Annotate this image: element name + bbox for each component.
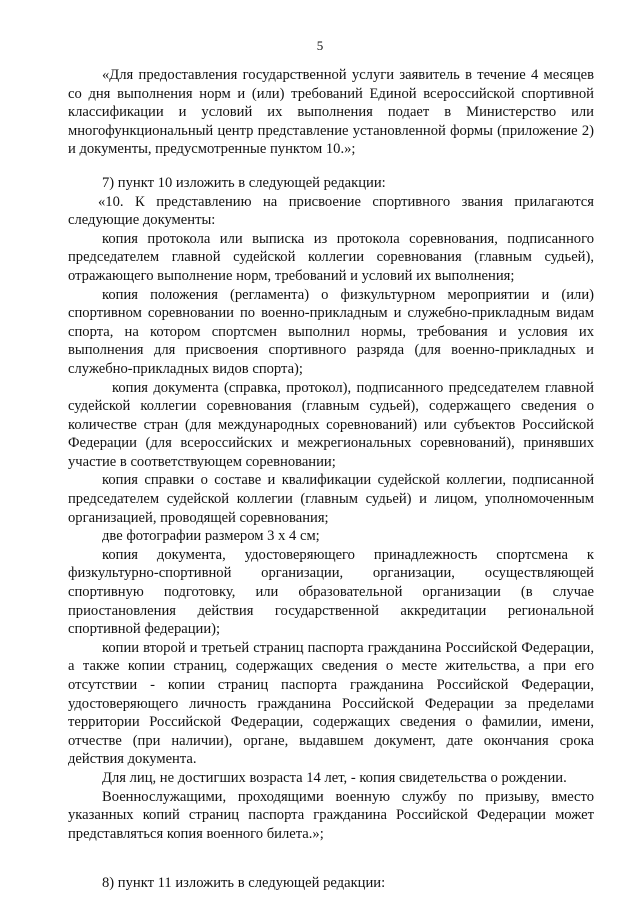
paragraph-regulation-copy: копия положения (регламента) о физкультурном мероприятии и (или) спортивном соревновании по военно-прикладным и служебно-прикладным видам спорта, на котором спортсмен выполнил нормы, требования и условия их выполнения для присвоения спортивного разряда (для военно-прикладных и служебно-прикладных видов спорта); [68, 286, 594, 377]
paragraph-passport-copies: копии второй и третьей страниц паспорта гражданина Российской Федерации, а также копии страниц, содержащих сведения о месте жительства, а при его отсутствии - копии страниц паспорта гражданина Российской Федерации, удостоверяющего личность гражданина Российской Федерации за пределами территории Российской Федерации, содержащих сведения о фамилии, имени, отчестве (при наличии), органе, выдавшем документ, дате окончания срока действия документа. [68, 639, 594, 768]
page-number: 5 [316, 38, 324, 53]
paragraph-birth-certificate: Для лиц, не достигших возраста 14 лет, - копия свидетельства о рождении. [102, 769, 567, 786]
paragraph-item-7-heading: 7) пункт 10 изложить в следующей редакции: [102, 174, 386, 191]
document-body [68, 66, 594, 893]
paragraph-item-10-intro: «10. К представлению на присвоение спортивного звания прилагаются следующие документы: [68, 193, 594, 229]
paragraph-photographs: две фотографии размером 3 х 4 см; [102, 528, 320, 545]
paragraph-military-id: Военнослужащими, проходящими военную службу по призыву, вместо указанных копий страниц паспорта гражданина Российской Федерации может представляться копия военного билета.»; [68, 788, 594, 842]
paragraph-membership-document: копия документа, удостоверяющего принадлежность спортсмена к физкультурно-спортивной организации, организации, осуществляющей спортивную подготовку, или образовательной организации (в случае приостановления действия государственной аккредитации региональной спортивной федерации); [68, 546, 594, 638]
paragraph-application-deadline: «Для предоставления государственной услуги заявитель в течение 4 месяцев со дня выполнения норм и (или) требований Единой всероссийской спортивной классификации и условий их выполнения подает в Министерство или многофункциональный центр представление установленной формы (приложение 2) и документы, предусмотренные пунктом 10.»; [68, 67, 594, 158]
paragraph-judges-certificate: копия справки о составе и квалификации судейской коллегии, подписанной председателем судейской коллегии (главным судьей) и лицом, уполномоченным организацией, проводящей соревнования; [68, 472, 594, 526]
paragraph-item-8-heading: 8) пункт 11 изложить в следующей редакции: [102, 875, 386, 892]
paragraph-protocol-copy: копия протокола или выписка из протокола соревнования, подписанного председателем главной судейской коллегии соревнования (главным судьей), отражающего выполнение норм, требований и условий их выполнения; [68, 230, 594, 284]
paragraph-participants-document: копия документа (справка, протокол), подписанного председателем главной судейской коллегии соревнования (главным судьей), содержащего сведения о количестве стран (для международных соревнований) или субъектов Российской Федерации (для всероссийских и межрегиональных соревнований), принявших участие в соответствующем соревновании; [68, 379, 594, 470]
